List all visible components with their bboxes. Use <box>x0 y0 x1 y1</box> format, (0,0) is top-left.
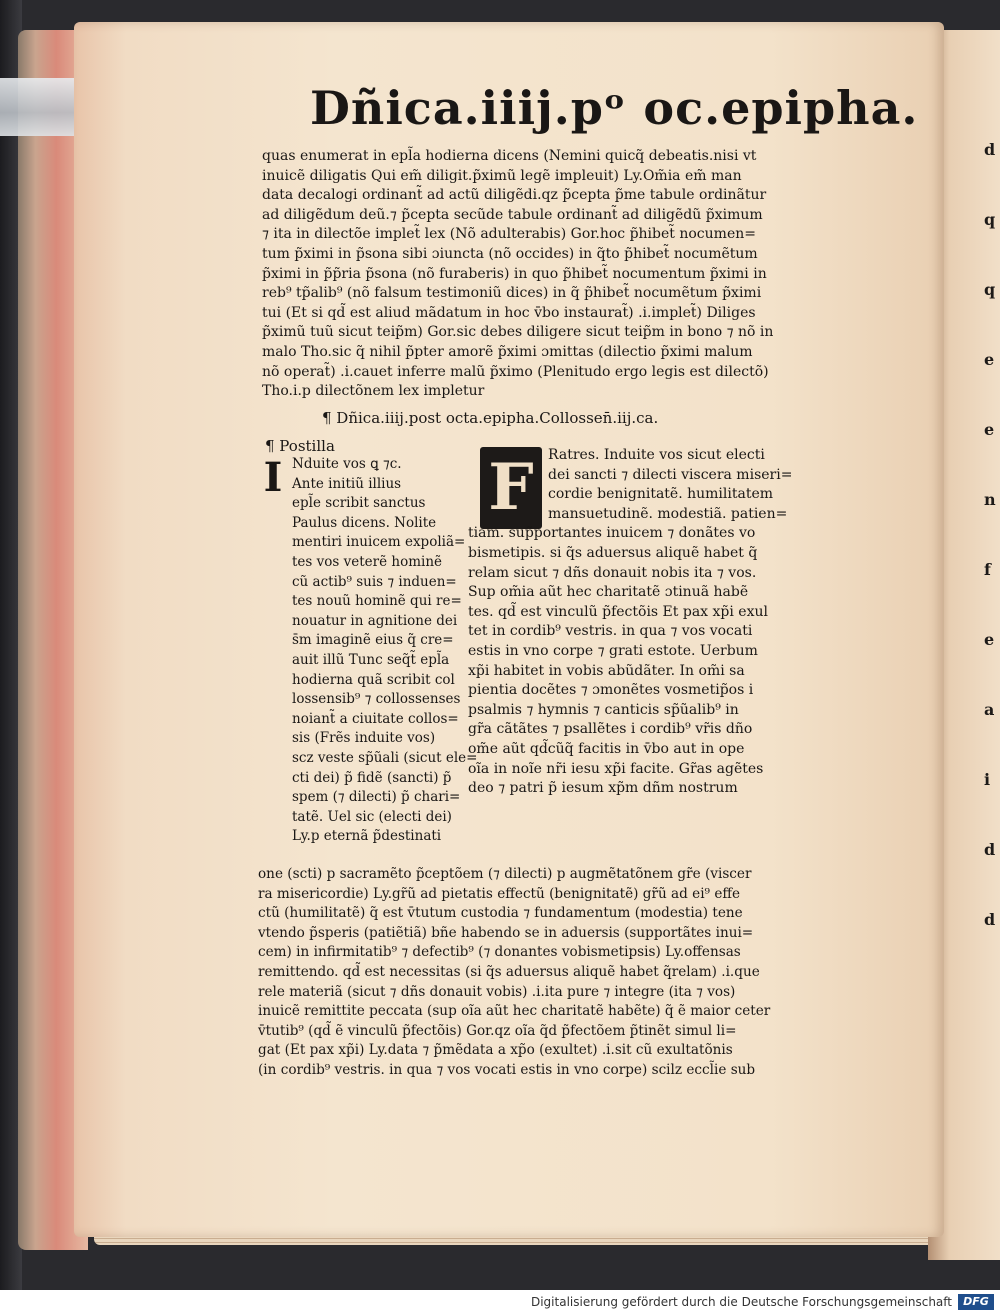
intro-line: Tho.i.p dilectõnem lex impletur <box>262 383 485 400</box>
facing-page-glyph: d <box>984 140 996 159</box>
postilla-line: s̄m imaginẽ eius q̃ cre= <box>292 632 454 649</box>
gloss-line: inuicẽ remittite peccata (sup oĩa aũt hec charitatẽ habẽte) q̃ ẽ maior ceter <box>258 1003 771 1020</box>
epistle-line: relam sicut ⁊ dñs donauit nobis ita ⁊ vos. <box>468 564 757 581</box>
facing-page-glyph: n <box>984 490 996 509</box>
intro-line: ad diligẽdum deũ.⁊ p̃cepta secũde tabule ordinant̃ ad diligẽdũ p̃ximum <box>262 206 763 223</box>
postilla-line: Paulus dicens. Nolite <box>292 514 437 531</box>
intro-line: ⁊ ita in dilectõe implet̃ lex (Nõ adulterabis) Gor.hoc p̃hibet̃ nocumen= <box>262 226 756 243</box>
facing-page-glyph: i <box>984 770 991 789</box>
epistle-line: pientia docẽtes ⁊ ɔmonẽtes vosmetip̃os i <box>468 682 754 699</box>
epistle-line: psalmis ⁊ hymnis ⁊ canticis sp̃ũalib⁹ in <box>468 701 739 718</box>
postilla-line: nouatur in agnitione dei <box>292 612 458 629</box>
epistle-line: mansuetudinẽ. modestiã. patien= <box>548 505 788 522</box>
gloss-line: ctũ (humilitatẽ) q̃ est v̄tutum custodia ⁊ fundamentum (modestia) tene <box>258 905 743 922</box>
postilla-line: sis (Frẽs induite vos) <box>292 730 436 747</box>
intro-line: quas enumerat in epl̃a hodierna dicens (Nemini quicq̃ debeatis.nisi vt <box>262 148 757 164</box>
facing-page-glyph: q <box>984 280 996 299</box>
epistle-line: Sup om̃ia aũt hec charitatẽ ɔtinuã habẽ <box>468 584 749 601</box>
gloss-line: remittendo. qd̃ est necessitas (si q̃s aduersus aliquẽ habet q̃relam) .i.que <box>258 964 760 980</box>
postilla-line: epl̃e scribit sanctus <box>292 495 426 512</box>
epistle-line: oĩa in noĩe nr̃i iesu xp̃i facite. Gr̃as agẽtes <box>468 760 764 777</box>
intro-line: tui (Et si qd̃ est aliud mãdatum in hoc v̄bo instaurat̃) .i.implet̃) Diliges <box>262 304 756 321</box>
epistle-line: xp̃i habitet in vobis abũdãter. In om̃i sa <box>468 662 745 679</box>
postilla-line: tatẽ. Uel sic (electi dei) <box>292 808 452 825</box>
postilla-label: ¶ Postilla <box>265 437 335 455</box>
epistle-line: estis in vno corpe ⁊ grati estote. Uerbum <box>468 643 758 659</box>
postilla-line: Nduite vos ꝗ ⁊c. <box>292 456 402 472</box>
epistle-line: gr̃a cãtãtes ⁊ psallẽtes i cordib⁹ vr̃is dño <box>468 721 753 738</box>
intro-line: inuicẽ diligatis Qui em̃ diligit.p̃ximũ legẽ impleuit) Ly.Om̃ia em̃ man <box>262 167 742 184</box>
facing-page-glyph: d <box>984 910 996 929</box>
epistle-line: tet in cordib⁹ vestris. in qua ⁊ vos vocati <box>468 623 753 640</box>
postilla-line: scz veste sp̃ũali (sicut ele= <box>292 750 478 766</box>
epistle-line: tiam. sup̃portantes inuicem ⁊ donãtes vo <box>468 525 756 542</box>
dfg-logo: DFG <box>958 1294 994 1310</box>
facing-page-glyph: d <box>984 840 996 859</box>
epistle-line: deo ⁊ patri p̃ iesum xp̃m dñm nostrum <box>468 780 738 797</box>
postilla-line: lossensib⁹ ⁊ collossenses <box>292 691 461 708</box>
epistle-line: tes. qd̃ est vinculũ p̃fectõis Et pax xp̃i exul <box>468 603 768 620</box>
postilla-line: auit illũ Tunc seq̃t̃ epl̃a <box>292 652 450 668</box>
epistle-decorated-initial: F <box>480 447 542 529</box>
facing-page-glyph: a <box>984 700 995 719</box>
postilla-line: cũ actib⁹ suis ⁊ induen= <box>292 573 457 590</box>
intro-line: nõ operat̃) .i.cauet inferre malũ p̃ximo (Plenitudo ergo legis est dilectõ) <box>262 363 769 380</box>
footer-credit: Digitalisierung gefördert durch die Deutsche Forschungsgemeinschaft <box>530 1295 952 1309</box>
gloss-line: one (scti) p sacramẽto p̃ceptõem (⁊ dilecti) p augmẽtatõnem gr̃e (viscer <box>258 866 752 882</box>
gloss-line: ra misericordie) Ly.gr̃ũ ad pietatis effectũ (benignitatẽ) gr̃ũ ad ei⁹ effe <box>258 885 741 902</box>
epistle-line: bismetipis. si q̃s aduersus aliquẽ habet q̃ <box>468 545 758 561</box>
facing-page-glyph: f <box>984 560 991 579</box>
intro-line: malo Tho.sic q̃ nihil p̃pter amorẽ p̃ximi ɔmittas (dilectio p̃ximi malum <box>262 344 753 360</box>
intro-line: data decalogi ordinant̃ ad actũ diligẽdi.qz p̃cepta p̃me tabule ordinãtur <box>262 187 767 204</box>
postilla-initial: I <box>263 454 283 501</box>
facing-page-glyph: e <box>984 630 995 649</box>
intro-line: p̃ximi in p̃p̃ria p̃sona (nõ furaberis) in quo p̃hibet̃ nocumentum p̃ximi in <box>262 265 767 282</box>
gloss-line: cem) in infirmitatib⁹ ⁊ defectib⁹ (⁊ donantes vobismetipsis) Ly.offensas <box>258 944 741 961</box>
rubric: ¶ Dñica.iiij.post octa.epipha.Collossen̄.iij.ca. <box>322 409 659 427</box>
gloss-line: (in cordib⁹ vestris. in qua ⁊ vos vocati estis in vno corpe) scilz eccl̃ie sub <box>258 1062 756 1078</box>
postilla-line: tes vos veterẽ hominẽ <box>292 554 442 570</box>
gloss-line: gat (Et pax xp̃i) Ly.data ⁊ p̃mẽdata a xp̃o (exultet) .i.sit cũ exultatõnis <box>258 1042 733 1059</box>
postilla-line: Ly.p eternã p̃destinati <box>292 828 442 845</box>
facing-page-glyph: e <box>984 350 995 369</box>
epistle-line: cordie benignitatẽ. humilitatem <box>548 486 774 503</box>
postilla-line: hodierna quã scribit col <box>292 671 455 688</box>
postilla-line: Ante initiũ illius <box>292 475 402 492</box>
page-heading: Dñica.iiij.pᵒ oc.epipha. <box>310 81 919 135</box>
intro-line: tum p̃ximi in p̃sona sibi ɔiuncta (nõ occides) in q̃to p̃hibet̃ nocumẽtum <box>262 246 758 262</box>
epistle-line: om̃e aũt qd̃cũq̃ facitis in v̄bo aut in ope <box>468 741 745 757</box>
gloss-line: rele materiã (sicut ⁊ dñs donauit vobis) .i.ita pure ⁊ integre (ita ⁊ vos) <box>258 983 736 1000</box>
intro-line: reb⁹ tp̃alib⁹ (nõ falsum testimoniũ dices) in q̃ p̃hibet̃ nocumẽtum p̃ximi <box>262 285 762 302</box>
intro-line: p̃ximũ tuũ sicut teip̃m) Gor.sic debes diligere sicut teip̃m in bono ⁊ nõ in <box>262 324 774 341</box>
gloss-line: vtendo p̃speris (patiẽtiã) bñe habendo se in aduersis (supportãtes inui= <box>258 924 754 941</box>
facing-page-glyph: q <box>984 210 996 229</box>
footer-bar <box>0 1290 1000 1315</box>
postilla-line: noiant̃ a ciuitate collos= <box>292 710 459 727</box>
postilla-line: cti dei) p̃ fidẽ (sancti) p̃ <box>292 769 452 786</box>
postilla-line: mentiri inuicem expoliã= <box>292 534 466 551</box>
epistle-line: Ratres. Induite vos sicut electi <box>548 447 765 463</box>
postilla-line: tes nouũ hominẽ qui re= <box>292 593 462 610</box>
epistle-line: dei sancti ⁊ dilecti viscera miseri= <box>548 466 793 483</box>
gloss-line: v̄tutib⁹ (qd̃ ẽ vinculũ p̃fectõis) Gor.qz oĩa q̃d p̃fectõem p̃tinẽt simul li= <box>258 1022 737 1039</box>
facing-page-glyph: e <box>984 420 995 439</box>
postilla-line: spem (⁊ dilecti) p̃ chari= <box>292 789 461 806</box>
